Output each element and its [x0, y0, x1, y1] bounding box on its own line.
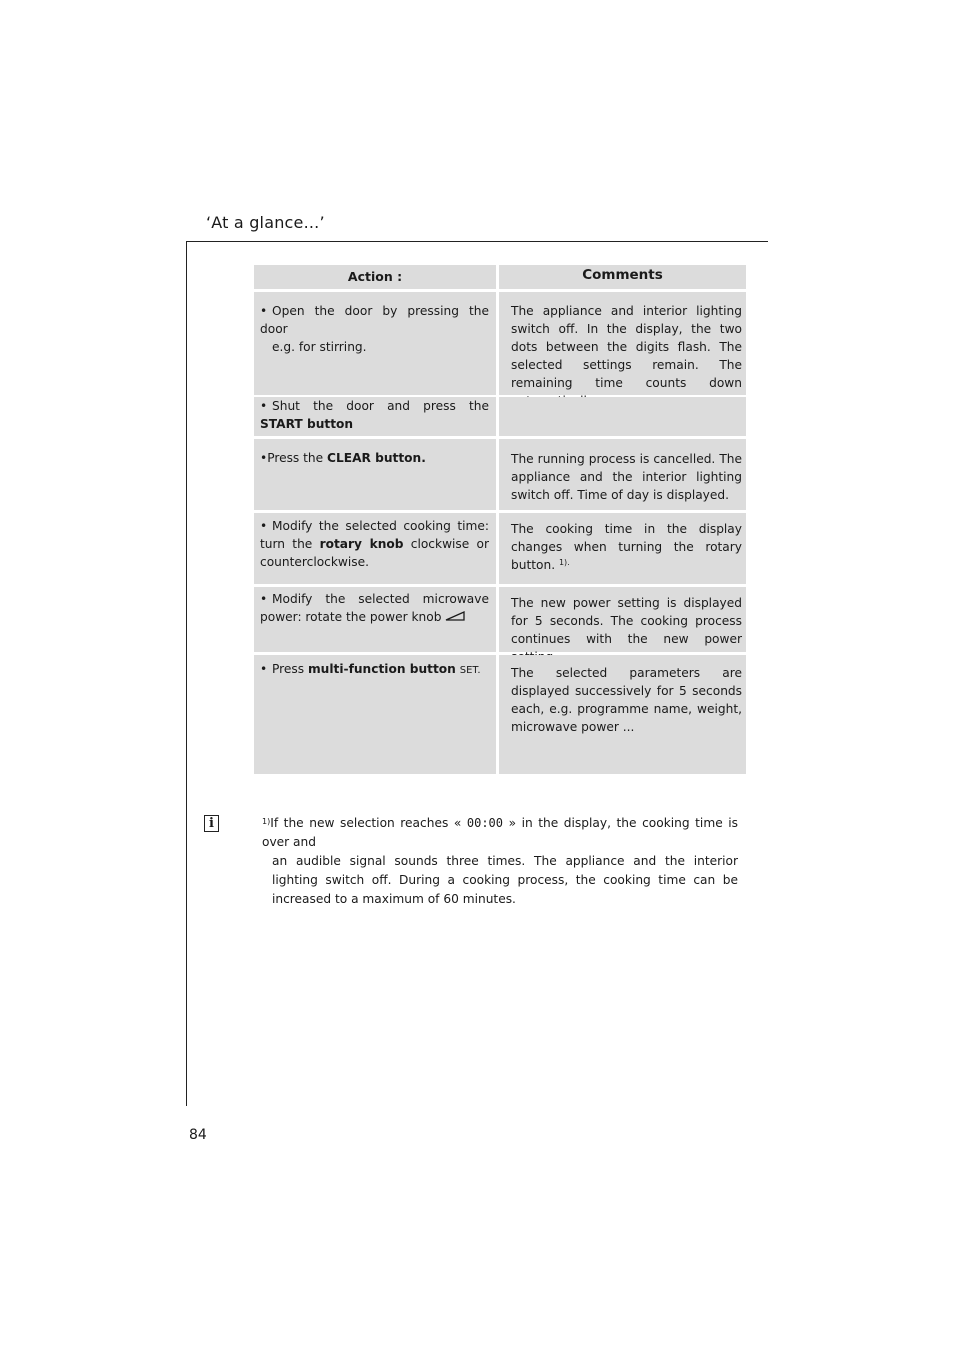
- display-value: 00:00: [466, 816, 503, 830]
- table-row-action: • Press multi-function button SET.: [254, 655, 496, 774]
- table-row-action: • Modify the selected microwave power: rotate the power knob: [254, 587, 496, 652]
- table-header-action: Action :: [254, 265, 496, 289]
- table-row-comment: The appliance and interior lighting switch off. In the display, the two dots between the digits flash. The selected settings remain. The remaining time counts down: [499, 292, 746, 395]
- table-row-comment: The selected parameters are displayed successively for 5 seconds each, e.g. programme name, weight, microwave power ...: [499, 655, 746, 774]
- table-row-comment: [499, 397, 746, 436]
- table-row-action: • Shut the door and press the START button: [254, 397, 496, 436]
- power-knob-icon: [445, 610, 465, 622]
- table-row-action: • Open the door by pressing the door e.g. for stirring.: [254, 292, 496, 395]
- table-header-comments: Comments: [499, 265, 746, 289]
- table-row-comment: The new power setting is displayed for 5 seconds. The cooking process continues with the new power: [499, 587, 746, 652]
- info-icon: i: [204, 815, 219, 832]
- table-row-comment: The cooking time in the display changes when turning the rotary button. $^{1).}$: [499, 513, 746, 584]
- section-title: ‘At a glance...’: [206, 213, 325, 232]
- margin-rule: [186, 241, 187, 1106]
- table-row-action: •Press the CLEAR button.: [254, 439, 496, 510]
- header-rule: [186, 241, 768, 242]
- table-row-action: • Modify the selected cooking time: turn the rotary knob clockwise or counterclockwise.: [254, 513, 496, 584]
- page-number: 84: [189, 1127, 207, 1143]
- table-row-comment: The running process is cancelled. The appliance and the interior lighting switch off. Time of day is displayed.: [499, 439, 746, 510]
- footnote: $^{1)}$If the new selection reaches « 00:00 » in the display, the cooking time is over and an audible signal sounds three times. The appliance and the interior lighting switch off. During a cooking process, the cooking time can be increased to a maximum of 60 minutes.: [262, 816, 738, 906]
